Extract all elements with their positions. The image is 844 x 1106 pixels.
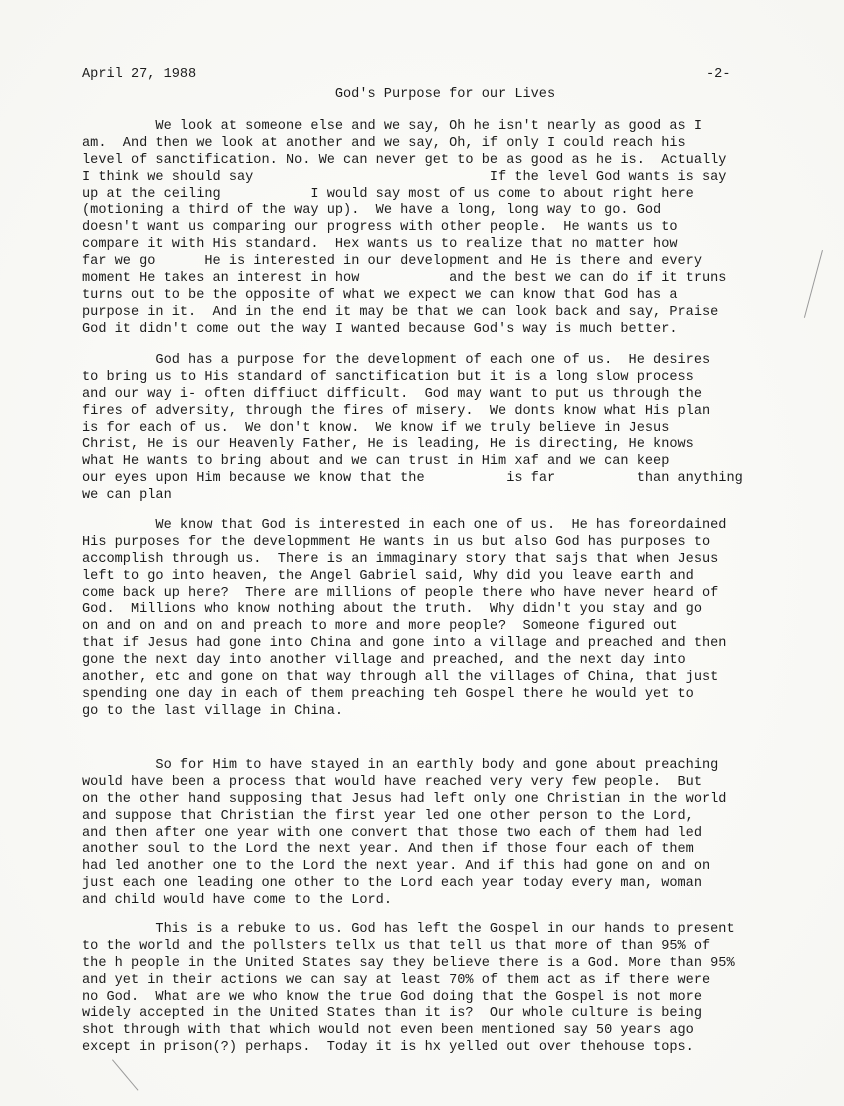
text-line: left to go into heaven, the Angel Gabriel said, Why did you leave earth and (82, 568, 694, 584)
paragraph (82, 758, 726, 910)
text-line: up at the ceiling I would say most of us come to about right here (82, 186, 694, 202)
text-line: except in prison(?) perhaps. Today it is hx yelled out over thehouse tops. (82, 1040, 694, 1056)
text-line: the h people in the United States say they believe there is a God. More than 95% (82, 955, 735, 971)
text-line: God has a purpose for the development of each one of us. He desires (82, 353, 711, 368)
text-line: gone the next day into another village and preached, and the next day into (82, 653, 686, 669)
text-line: doesn't want us comparing our progress with other people. He wants us to (82, 220, 678, 236)
text-line: another, etc and gone on that way through all the villages of China, that just (82, 670, 719, 686)
text-line: that if Jesus had gone into China and gone into a village and preached and then (82, 636, 727, 652)
text-line: I think we should say If the level God wants is say (82, 169, 727, 185)
text-line: and suppose that Christian the first year led one other person to the Lord, (82, 808, 694, 824)
text-line: compare it with His standard. Hex wants us to realize that no matter how (82, 237, 678, 253)
text-line: just each one leading one other to the Lord each year today every man, woman (82, 876, 702, 892)
text-line: So for Him to have stayed in an earthly body and gone about preaching (82, 758, 719, 773)
text-line: am. And then we look at another and we say, Oh, if only I could reach his (82, 135, 686, 151)
text-line: God. Millions who know nothing about the truth. Why didn't you stay and go (82, 602, 702, 618)
text-line: Christ, He is our Heavenly Father, He is leading, He is directing, He knows (82, 437, 694, 453)
text-line: We look at someone else and we say, Oh he isn't nearly as good as I (82, 119, 702, 134)
paragraph (82, 922, 735, 1057)
text-line: to the world and the pollsters tellx us that tell us that more of than 95% of (82, 938, 711, 954)
text-line: had led another one to the Lord the next year. And if this had gone on and on (82, 859, 711, 875)
text-line: far we go He is interested in our development and He is there and every (82, 254, 702, 270)
document-date: April 27, 1988 (82, 67, 197, 82)
paragraph (82, 518, 726, 721)
margin-pencil-mark (112, 1059, 138, 1090)
text-line: accomplish through us. There is an immaginary story that sajs that when Jesus (82, 551, 719, 567)
text-line: on the other hand supposing that Jesus had left only one Christian in the world (82, 791, 727, 807)
document-title: God's Purpose for our Lives (334, 87, 556, 102)
margin-pencil-mark (804, 250, 823, 318)
text-line: shot through with that which would not even been mentioned say 50 years ago (82, 1023, 694, 1039)
text-line: and then after one year with one convert that those two each of them had led (82, 825, 702, 841)
text-line: come back up here? There are millions of people there who have never heard of (82, 585, 719, 601)
text-line: (motioning a third of the way up). We have a long, long way to go. God (82, 203, 662, 219)
text-line: and our way i- often diffiuct difficult. God may want to put us through the (82, 386, 702, 402)
text-line: level of sanctification. No. We can never get to be as good as he is. Actually (82, 152, 727, 168)
text-line: our eyes upon Him because we know that the is far than anything (82, 471, 743, 487)
text-line: is for each of us. We don't know. We know if we truly believe in Jesus (82, 420, 670, 436)
text-line: turns out to be the opposite of what we expect we can know that God has a (82, 287, 678, 303)
text-line: God it didn't come out the way I wanted because God's way is much better. (82, 321, 678, 337)
text-line: moment He takes an interest in how and the best we can do if it truns (82, 271, 727, 287)
text-line: His purposes for the developmment He wants in us but also God has purposes to (82, 534, 711, 550)
text-line: no God. What are we who know the true God doing that the Gospel is not more (82, 989, 702, 1005)
text-line: widely accepted in the United States than it is? Our whole culture is being (82, 1006, 702, 1022)
text-line: We know that God is interested in each one of us. He has foreordained (82, 518, 727, 533)
text-line: This is a rebuke to us. God has left the Gospel in our hands to present (82, 922, 735, 937)
text-line: on and on and on and preach to more and more people? Someone figured out (82, 619, 678, 635)
text-line: would have been a process that would have reached very very few people. But (82, 774, 702, 790)
text-line: and yet in their actions we can say at least 70% of them act as if there were (82, 972, 711, 988)
text-line: we can plan (82, 488, 172, 504)
text-line: what He wants to bring about and we can trust in Him xaf and we can keep (82, 454, 670, 470)
page-number: -2- (706, 67, 731, 82)
text-line: fires of adversity, through the fires of misery. We donts know what His plan (82, 403, 711, 419)
text-line: another soul to the Lord the next year. And then if those four each of them (82, 842, 694, 858)
paragraph (82, 119, 726, 339)
paragraph (82, 353, 743, 505)
text-line: and child would have come to the Lord. (82, 893, 392, 909)
text-line: go to the last village in China. (82, 703, 344, 719)
text-line: spending one day in each of them preaching teh Gospel there he would yet to (82, 686, 694, 702)
text-line: to bring us to His standard of sanctification but it is a long slow process (82, 369, 694, 385)
text-line: purpose in it. And in the end it may be that we can look back and say, Praise (82, 304, 719, 320)
